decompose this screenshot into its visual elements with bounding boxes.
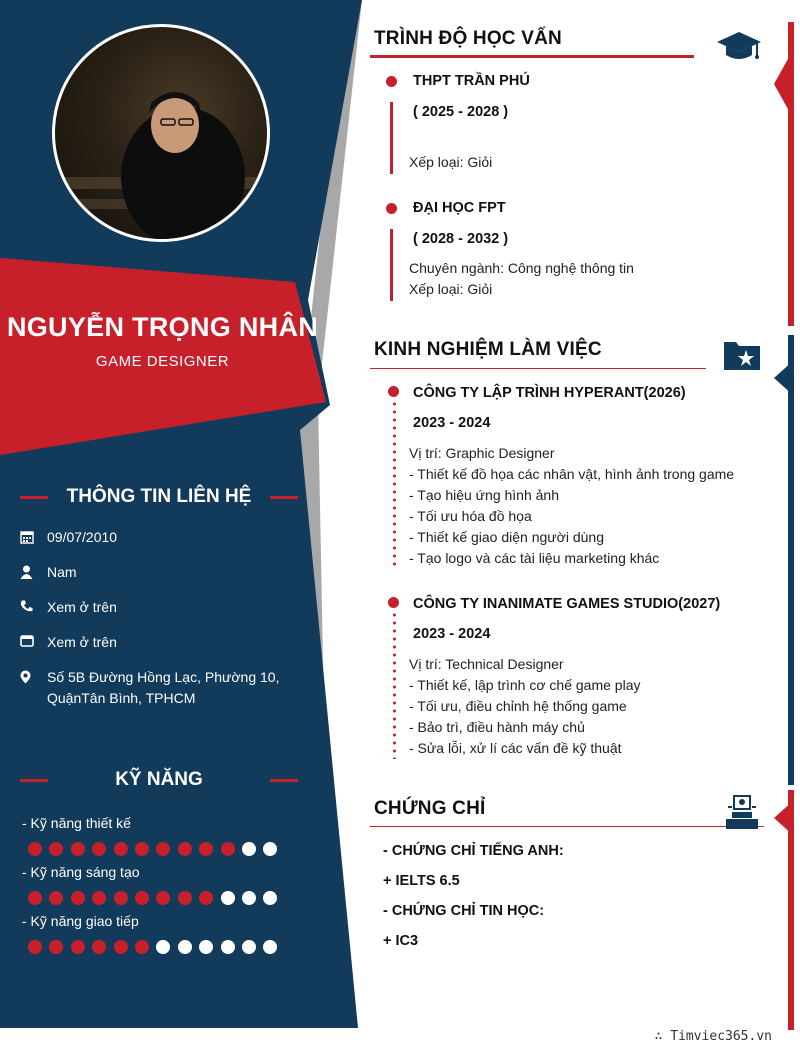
skill-dot-filled xyxy=(178,842,192,856)
skill-dot-empty xyxy=(263,891,277,905)
calendar-icon xyxy=(20,527,47,544)
timeline-bar xyxy=(390,229,393,301)
skill-label: - Kỹ năng giao tiếp xyxy=(22,913,139,929)
skill-rating xyxy=(28,842,277,856)
job-period: 2023 - 2024 xyxy=(413,626,491,642)
experience-title: KINH NGHIỆM LÀM VIỆC xyxy=(374,339,602,360)
skill-dot-filled xyxy=(92,842,106,856)
address-text: Số 5B Đường Hồng Lạc, Phường 10, QuậnTân Bình, TPHCM xyxy=(47,669,280,706)
skill-dot-empty xyxy=(242,940,256,954)
timeline-bullet xyxy=(386,203,397,214)
contact-birthday xyxy=(20,527,295,548)
skill-dot-filled xyxy=(71,891,85,905)
certificate-line: + IC3 xyxy=(383,933,419,949)
job-detail: - Thiết kế giao diện người dùng xyxy=(409,529,604,545)
skill-dot-empty xyxy=(156,940,170,954)
job-detail: Vị trí: Graphic Designer xyxy=(409,445,555,461)
candidate-name: NGUYỄN TRỌNG NHÂN xyxy=(6,312,319,342)
phone-text: Xem ở trên xyxy=(47,599,117,615)
certificate-podium-icon xyxy=(722,794,762,830)
school-name: ĐẠI HỌC FPT xyxy=(413,200,506,216)
skills-title-text: KỸ NĂNG xyxy=(115,769,203,790)
skill-dot-filled xyxy=(114,940,128,954)
school-grade: Xếp loại: Giỏi xyxy=(409,281,493,297)
certificates-title: CHỨNG CHỈ xyxy=(374,798,486,819)
company-name: CÔNG TY INANIMATE GAMES STUDIO(2027) xyxy=(413,596,721,612)
title-dash-right xyxy=(270,496,298,499)
timeline-bullet xyxy=(388,597,399,608)
section-rule xyxy=(370,826,764,827)
skill-dot-filled xyxy=(28,891,42,905)
skill-dot-empty xyxy=(178,940,192,954)
job-detail: - Tạo logo và các tài liệu marketing khác xyxy=(409,550,660,566)
skill-dot-filled xyxy=(135,891,149,905)
skill-dot-empty xyxy=(199,940,213,954)
skill-dot-filled xyxy=(92,940,106,954)
skill-dot-filled xyxy=(199,891,213,905)
certificate-line: + IELTS 6.5 xyxy=(383,873,460,889)
skill-dot-filled xyxy=(92,891,106,905)
skill-rating xyxy=(28,940,277,954)
school-name: THPT TRẦN PHÚ xyxy=(413,73,530,89)
section-rule xyxy=(370,55,694,58)
skill-dot-filled xyxy=(135,940,149,954)
location-icon xyxy=(20,667,47,684)
candidate-role: GAME DESIGNER xyxy=(95,353,230,370)
school-period: ( 2025 - 2028 ) xyxy=(413,104,509,120)
watermark-footer: ∴ Timviec365.vn xyxy=(654,1029,772,1044)
certificate-line: - CHỨNG CHỈ TIẾNG ANH: xyxy=(383,843,564,859)
timeline-dotted-line xyxy=(393,400,396,568)
phone-icon xyxy=(20,597,47,613)
briefcase-star-icon xyxy=(722,338,762,372)
skill-dot-filled xyxy=(135,842,149,856)
skill-dot-filled xyxy=(28,842,42,856)
school-major: Chuyên ngành: Công nghệ thông tin xyxy=(409,260,634,276)
job-detail: - Tối ưu hóa đồ họa xyxy=(409,508,532,524)
graduation-cap-icon xyxy=(716,30,762,64)
contact-title-text: THÔNG TIN LIÊN HỆ xyxy=(66,486,252,507)
skill-dot-filled xyxy=(49,842,63,856)
skill-dot-empty xyxy=(221,940,235,954)
job-period: 2023 - 2024 xyxy=(413,415,491,431)
skill-dot-empty xyxy=(242,891,256,905)
certificate-line: - CHỨNG CHỈ TIN HỌC: xyxy=(383,903,545,919)
skill-dot-filled xyxy=(199,842,213,856)
job-detail: - Thiết kế, lập trình cơ chế game play xyxy=(409,677,641,693)
skill-label: - Kỹ năng thiết kế xyxy=(22,815,131,831)
job-detail: Vị trí: Technical Designer xyxy=(409,656,564,672)
email-text: Xem ở trên xyxy=(47,634,117,650)
title-dash-left xyxy=(20,496,48,499)
title-dash-right xyxy=(270,779,298,782)
contact-address xyxy=(20,667,295,709)
skills-section-title xyxy=(20,769,298,791)
skill-rating xyxy=(28,891,277,905)
section-rule xyxy=(370,368,706,369)
school-period: ( 2028 - 2032 ) xyxy=(413,231,509,247)
birthday-text: 09/07/2010 xyxy=(47,529,118,545)
contact-section-title xyxy=(20,486,298,508)
job-detail: - Bảo trì, điều hành máy chủ xyxy=(409,719,585,735)
job-detail: - Thiết kế đồ họa các nhân vật, hình ảnh trong game xyxy=(409,466,735,482)
user-icon xyxy=(20,562,47,579)
skill-dot-empty xyxy=(221,891,235,905)
email-icon xyxy=(20,632,47,647)
skill-dot-empty xyxy=(263,842,277,856)
skill-dot-filled xyxy=(178,891,192,905)
skill-dot-filled xyxy=(28,940,42,954)
skill-dot-filled xyxy=(156,891,170,905)
skill-label: - Kỹ năng sáng tạo xyxy=(22,864,140,880)
education-title: TRÌNH ĐỘ HỌC VẤN xyxy=(374,28,562,49)
job-detail: - Sửa lỗi, xử lí các vấn đề kỹ thuật xyxy=(409,740,622,756)
skill-dot-filled xyxy=(71,842,85,856)
skill-dot-filled xyxy=(221,842,235,856)
skill-dot-empty xyxy=(263,940,277,954)
skill-dot-filled xyxy=(49,891,63,905)
skill-dot-filled xyxy=(114,842,128,856)
skill-dot-filled xyxy=(49,940,63,954)
timeline-bar xyxy=(390,102,393,174)
timeline-bullet xyxy=(388,386,399,397)
company-name: CÔNG TY LẬP TRÌNH HYPERANT(2026) xyxy=(413,385,686,401)
job-detail: - Tối ưu, điều chỉnh hệ thống game xyxy=(409,698,627,714)
skill-dot-filled xyxy=(114,891,128,905)
school-grade: Xếp loại: Giỏi xyxy=(409,154,493,170)
timeline-dotted-line xyxy=(393,611,396,759)
avatar xyxy=(52,24,270,242)
gender-text: Nam xyxy=(47,564,77,580)
job-detail: - Tạo hiệu ứng hình ảnh xyxy=(409,487,560,503)
skill-dot-filled xyxy=(71,940,85,954)
title-dash-left xyxy=(20,779,48,782)
contact-gender xyxy=(20,562,295,583)
skill-dot-empty xyxy=(242,842,256,856)
skill-dot-filled xyxy=(156,842,170,856)
timeline-bullet xyxy=(386,76,397,87)
contact-phone xyxy=(20,597,295,618)
contact-email xyxy=(20,632,295,653)
